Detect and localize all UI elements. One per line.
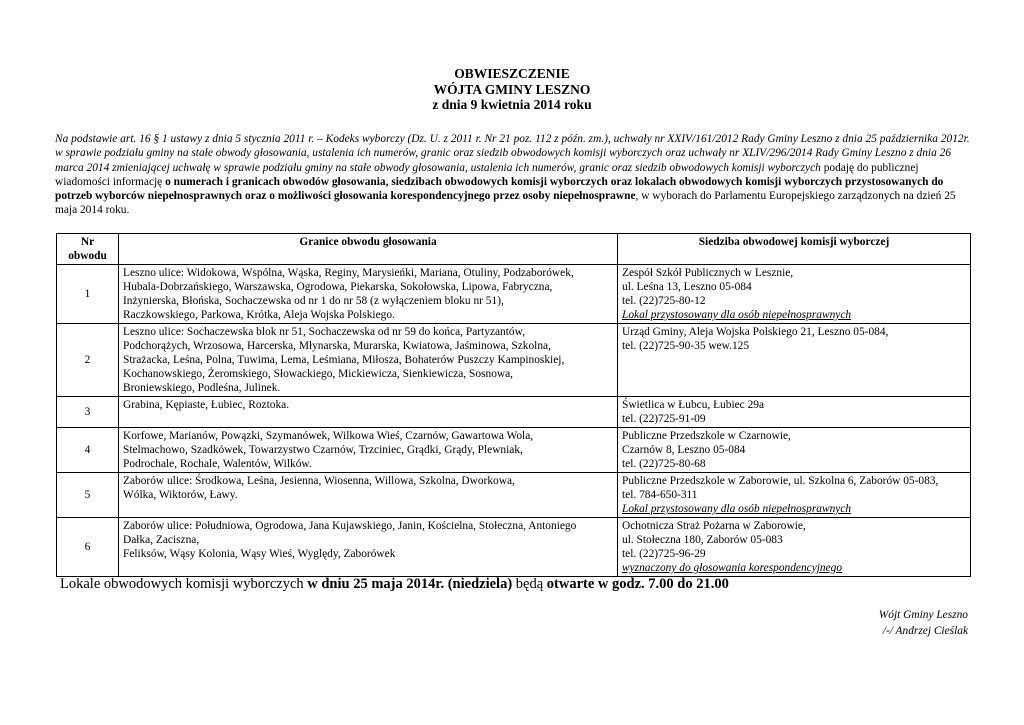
bounds-line: Podchorążych, Wrzosowa, Harcerska, Młynarska, Murarska, Kwiatowa, Jaśminowa, Szkolna, [123,340,551,352]
col-header-seat: Siedziba obwodowej komisji wyborczej [618,234,971,265]
signature-block [879,607,968,639]
seat-line: tel. (22)725-80-68 [622,458,706,470]
closing-date: w dniu 25 maja 2014r. (niedziela) [307,576,513,592]
table-row [57,473,971,518]
table-row [57,324,971,397]
bounds-line: Dałka, Zaciszna, [123,534,200,546]
table-header-row [57,234,971,265]
bounds-line: Grabina, Kępiaste, Łubiec, Roztoka. [123,399,290,411]
commission-seat [618,428,971,473]
commission-seat [618,397,971,428]
seat-line: Czarnów 8, Leszno 05-084 [622,444,746,456]
closing-text-1: Lokale obwodowych komisji wyborczych [60,576,308,592]
district-bounds [119,397,618,428]
intro-legal-basis: Na podstawie art. 16 § 1 ustawy z dnia 5 stycznia 2011 r. – Kodeks wyborczy (Dz. U. z 2011 r. Nr 21 poz. 112 z późn. zm.), uchwały nr XXIV/161/2012 Rady Gminy Leszno z dnia 25 października 2012r. w sprawie podziału gminy na stałe obwody głosowania, ustalenia ich numerów, granic oraz siedzib obwodowych komisji wyborczych oraz uchwały nr XLIV/296/2014 Rady Gminy Leszno z dnia 26 marca 2014 zmieniającej uchwałę w sprawie podziału gminy na stałe obwody głosowania, ustalenia ich numerów, granic oraz siedzib obwodowych komisji wyborczych [55,133,970,174]
commission-seat [618,473,971,518]
bounds-line: Feliksów, Wąsy Kolonia, Wąsy Wieś, Wyględy, Zaborówek [123,548,396,560]
seat-line: ul. Stołeczna 180, Zaborów 05-083 [622,534,783,546]
table-row [57,428,971,473]
seat-line: tel. (22)725-96-29 [622,548,706,560]
signature-name: /-/ Andrzej Cieślak [882,625,968,637]
district-number: 4 [57,428,119,473]
district-number: 1 [57,265,119,324]
district-number: 6 [57,518,119,577]
seat-line: Urząd Gminy, Aleja Wojska Polskiego 21, Leszno 05-084, [622,326,889,338]
signature-title: Wójt Gminy Leszno [878,609,968,621]
bounds-line: Strażacka, Leśna, Polna, Tuwima, Lema, Leśmiana, Miłosza, Bohaterów Puszczy Kampinoskiej, [123,354,565,366]
intro-text-2: , w wyborach do Parlamentu Europejskiego zarządzonych na dzień 25 maja 2014 roku. [55,190,956,217]
seat-line: Publiczne Przedszkole w Czarnowie, [622,430,791,442]
bounds-line: Leszno ulice: Widokowa, Wspólna, Wąska, Reginy, Marysieńki, Mariana, Otuliny, Podzaborówek, [123,267,574,279]
intro-paragraph [55,132,975,218]
district-bounds [119,324,618,397]
bounds-line: Broniewskiego, Podleśna, Julinek. [123,382,281,394]
district-number: 5 [57,473,119,518]
commission-seat [618,324,971,397]
bounds-line: Raczkowskiego, Parkowa, Krótka, Aleja Wojska Polskiego. [123,309,395,321]
intro-subject: o numerach i granicach obwodów głosowania, siedzibach obwodowych komisji wyborczych oraz lokalach obwodowych komisji wyborczych przystosowanych do potrzeb wyborców niepełnosprawnych oraz o możliwości głosowania korespondencyjnego przez osoby niepełnosprawne [55,175,944,203]
seat-line: Zespół Szkół Publicznych w Lesznie, [622,267,794,279]
bounds-line: Hubala-Dobrzańskiego, Warszawska, Ogrodowa, Piekarska, Sokołowska, Lipowa, Fabryczna, [123,281,553,293]
table-body [57,265,971,577]
bounds-line: Zaborów ulice: Środkowa, Leśna, Jesienna, Wiosenna, Willowa, Szkolna, Dworkowa, [123,475,515,487]
col-header-bounds: Granice obwodu głosowania [119,234,618,265]
district-bounds [119,428,618,473]
seat-line: Świetlica w Łubcu, Łubiec 29a [622,399,765,411]
intro-text-1: podaję do publicznej wiadomości informację [55,161,919,188]
accessibility-note: Lokal przystosowany dla osób niepełnosprawnych [622,503,852,515]
table-row [57,397,971,428]
seat-line: tel. (22)725-80-12 [622,295,706,307]
opening-hours-notice [60,576,729,593]
district-bounds [119,518,618,577]
seat-line: Ochotnicza Straż Pożarna w Zaborowie, [622,520,806,532]
closing-hours: otwarte w godz. 7.00 do 21.00 [546,576,729,592]
bounds-line: Zaborów ulice: Południowa, Ogrodowa, Jana Kujawskiego, Janin, Kościelna, Stołeczna, Antoniego [123,520,577,532]
district-number: 3 [57,397,119,428]
district-bounds [119,265,618,324]
districts-table [56,233,971,577]
seat-line: tel. (22)725-90-35 wew.125 [622,340,750,352]
bounds-line: Korfowe, Marianów, Powązki, Szymanówek, Wilkowa Wieś, Czarnów, Gawartowa Wola, [123,430,534,442]
bounds-line: Leszno ulice: Sochaczewska blok nr 51, Sochaczewska od nr 59 do końca, Partyzantów, [123,326,525,338]
notice-authority: WÓJTA GMINY LESZNO [433,81,591,97]
notice-header [0,66,1024,113]
accessibility-note: wyznaczony do głosowania korespondencyjnego [622,562,843,574]
commission-seat [618,518,971,577]
district-number: 2 [57,324,119,397]
bounds-line: Stelmachowo, Szadkówek, Towarzystwo Czarnów, Trzciniec, Grądki, Grądy, Plewniak, [123,444,523,456]
commission-seat [618,265,971,324]
bounds-line: Wólka, Wiktorów, Ławy. [123,489,238,501]
seat-line: tel. (22)725-91-09 [622,413,706,425]
seat-line: ul. Leśna 13, Leszno 05-084 [622,281,752,293]
notice-title: OBWIESZCZENIE [454,66,570,81]
bounds-line: Podrochale, Rochale, Walentów, Wilków. [123,458,312,470]
seat-line: Publiczne Przedszkole w Zaborowie, ul. Szkolna 6, Zaborów 05-083, [622,475,939,487]
closing-text-2: będą [512,576,547,592]
seat-line: tel. 784-650-311 [622,489,698,501]
bounds-line: Inżynierska, Błońska, Sochaczewska od nr 1 do nr 58 (z wyłączeniem bloku nr 51), [123,295,504,307]
accessibility-note: Lokal przystosowany dla osób niepełnosprawnych [622,309,852,321]
table-row [57,265,971,324]
table-row [57,518,971,577]
district-bounds [119,473,618,518]
col-header-nr: Nr obwodu [57,234,119,265]
notice-date: z dnia 9 kwietnia 2014 roku [432,97,592,112]
bounds-line: Kochanowskiego, Żeromskiego, Słowackiego, Mickiewicza, Sienkiewicza, Sosnowa, [123,368,514,380]
